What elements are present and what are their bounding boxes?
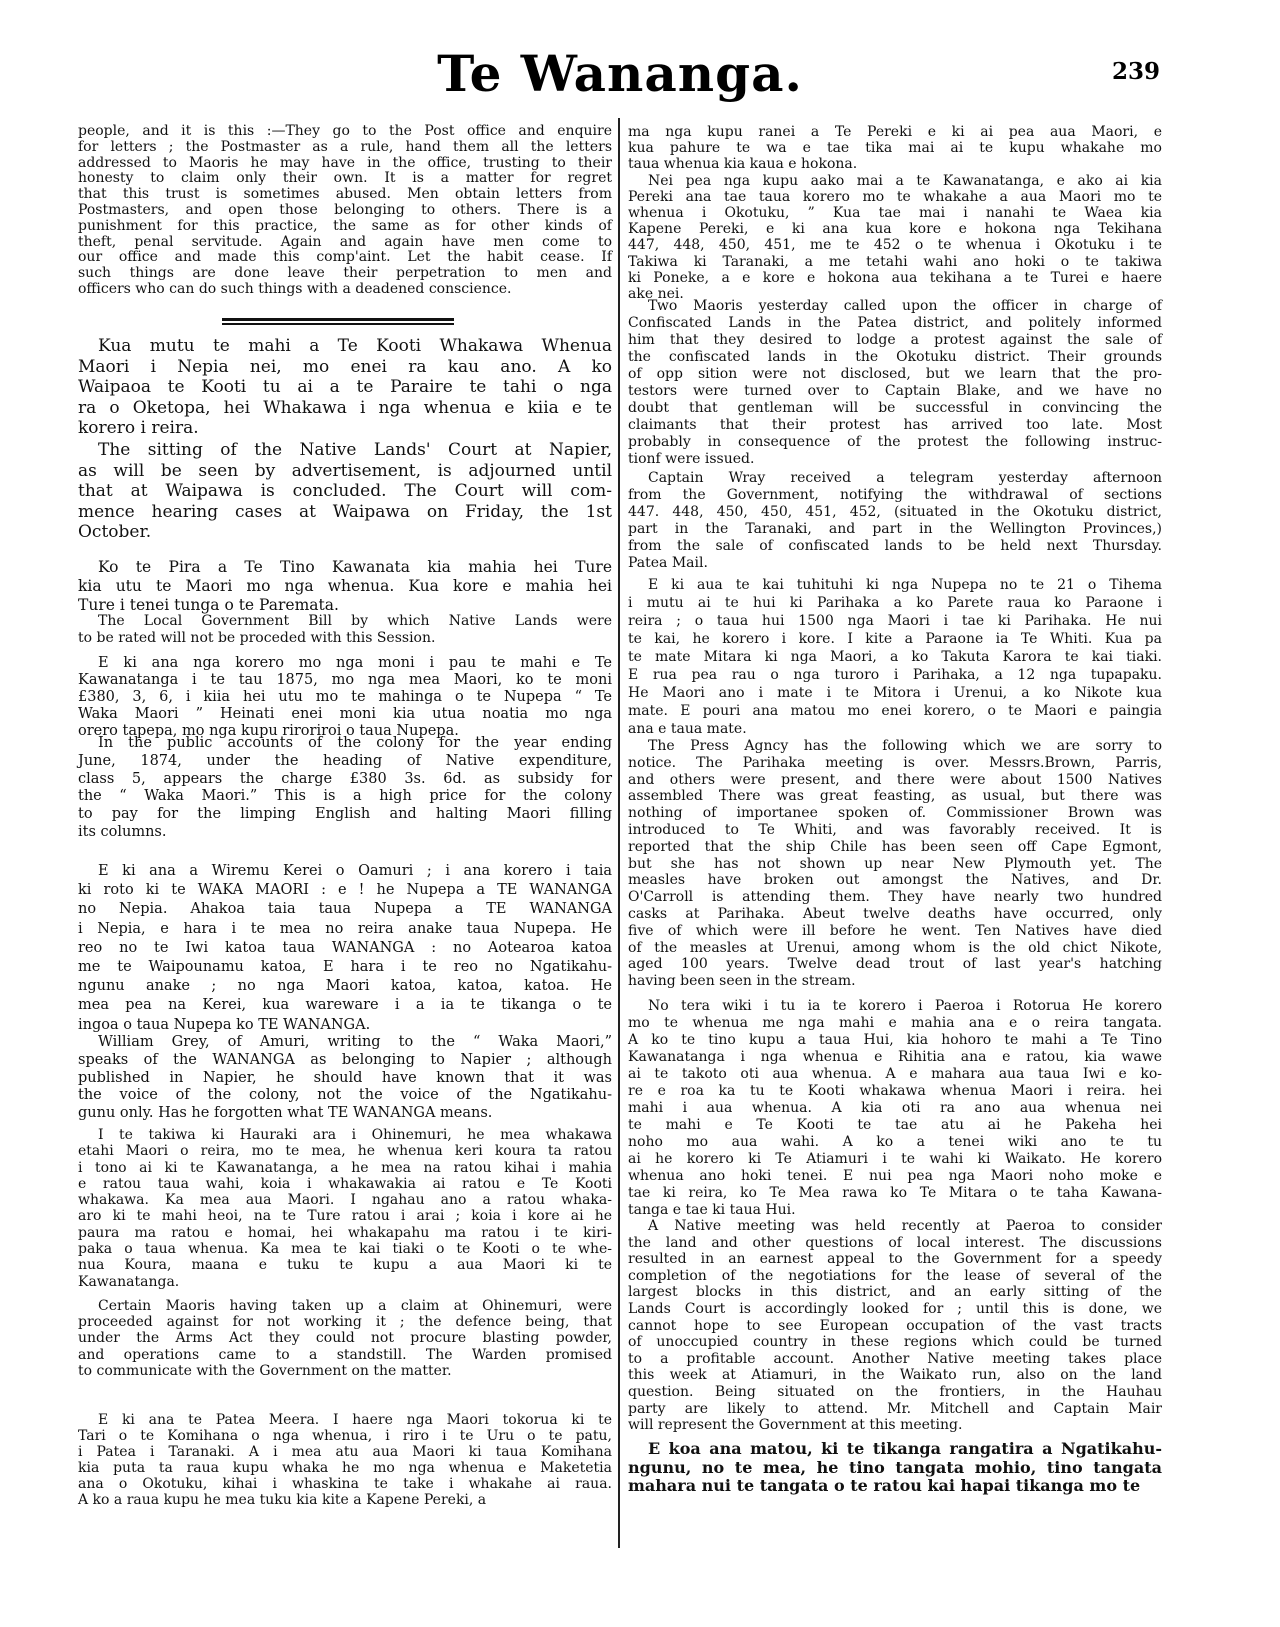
article-paragraph xyxy=(78,558,612,615)
article-paragraph xyxy=(628,298,1162,468)
text-line: A ko a raua kupu he mea tuku kia kite a Kapene Pereki, a xyxy=(78,1492,487,1508)
text-line: that at Waipawa is concluded. The Court will com- xyxy=(78,481,612,502)
text-line: £380, 3, 6, i kiia hei utu mo te mahinga o te Nupepa “ Te xyxy=(78,689,612,705)
text-line: E ki ana te Patea Meera. I haere nga Maori tokorua ki te xyxy=(98,1412,612,1428)
text-line: notice. The Parihaka meeting is over. Messrs.Brown, Parris, xyxy=(628,754,1162,771)
text-line: Certain Maoris having taken up a claim at Ohinemuri, were xyxy=(98,1298,612,1314)
text-line: ana e taua mate. xyxy=(628,721,747,737)
text-line: The Press Agncy has the following which we are sorry to xyxy=(648,738,1162,754)
text-line: i Nepia, e hara i te mea no reira anake taua Nupepa. He xyxy=(78,920,612,937)
text-line: claimants that their protest has arrived too late. Most xyxy=(628,417,1162,433)
article-paragraph xyxy=(628,470,1162,572)
article-paragraph xyxy=(78,1298,612,1379)
text-line: reo no te Iwi katoa taua WANANGA : no Aotearoa katoa xyxy=(78,939,612,956)
text-line: Waka Maori ” Heinati enei moni kia utua noatia mo nga xyxy=(78,706,612,722)
text-line: question. Being situated on the frontiers, in the Hauhau xyxy=(628,1383,1162,1400)
text-line: A ko te tino kupu a taua Hui, kia hohoro te mahi a Te Tino xyxy=(628,1032,1162,1048)
text-line: taua whenua kia kaua e hokona. xyxy=(628,156,858,173)
article-paragraph xyxy=(78,862,612,1035)
article-paragraph xyxy=(78,1412,612,1508)
text-line: ma nga kupu ranei a Te Pereki e ki ai pea aua Maori, e xyxy=(628,124,1162,140)
text-line: Ko te Pira a Te Tino Kawanata kia mahia hei Ture xyxy=(98,558,612,576)
text-line: addressed to Maoris he may have in the office, trusting to their xyxy=(78,154,612,171)
text-line: tionf were issued. xyxy=(628,451,755,467)
text-line: Kua mutu te mahi a Te Kooti Whakawa Whenua xyxy=(98,336,612,356)
article-paragraph xyxy=(78,336,612,439)
text-line: Lands Court is accordingly looked for ; until this is done, we xyxy=(628,1300,1162,1317)
text-line: ngunu anake ; no nga Maori katoa, katoa, katoa. He xyxy=(78,978,612,995)
text-line: party are likely to attend. Mr. Mitchell and Captain Mair xyxy=(628,1400,1162,1417)
text-line: ki roto ki te WAKA MAORI : e ! he Nupepa a TE WANANGA xyxy=(78,882,612,899)
article-paragraph xyxy=(78,124,612,298)
text-line: ki Poneke, a e kore e hokona aua tekihana a te Turei e haere xyxy=(628,269,1162,286)
text-line: In the public accounts of the colony for the year ending xyxy=(98,735,612,751)
text-line: June, 1874, under the heading of Native expenditure, xyxy=(78,752,612,769)
text-line: officers who can do such things with a deadened conscience. xyxy=(78,280,512,297)
text-line: Takiwa ki Taranaki, a me tetahi wahi ano hoki o te takiwa xyxy=(628,253,1162,270)
article-paragraph xyxy=(78,655,612,740)
text-line: ingoa o taua Nupepa ko TE WANANGA. xyxy=(78,1016,371,1033)
column-divider xyxy=(618,118,620,1548)
text-line: the voice of the colony, not the voice of the Ngatikahu- xyxy=(78,1087,612,1104)
text-line: whakawa. Ka mea aua Maori. I ngahau ano a ratou whaka- xyxy=(78,1192,612,1209)
text-line: ake nei. xyxy=(628,285,684,302)
text-line: but she has not shown up near New Plymouth yet. The xyxy=(628,855,1162,872)
text-line: me te Waipounamu katoa, E hara i te reo no Ngatikahu- xyxy=(78,958,612,975)
text-line: honesty to claim only their own. It is a matter for regret xyxy=(78,170,612,187)
text-line: William Grey, of Amuri, writing to the “ Waka Maori,” xyxy=(98,1034,612,1050)
text-line: of unoccupied country in these regions which could be turned xyxy=(628,1334,1162,1351)
text-line: speaks of the WANANGA as belonging to Napier ; although xyxy=(78,1051,612,1068)
text-line: e ratou taua wahi, koia i whakawakia ai ratou e Te Kooti xyxy=(78,1175,612,1192)
text-line: for letters ; the Postmaster as a rule, hand them all the letters xyxy=(78,138,612,155)
text-line: Kapene Pereki, e ki ana kua kore e hokona nga Tekihana xyxy=(628,221,1162,238)
article-paragraph xyxy=(628,124,1162,173)
article-paragraph xyxy=(78,613,612,647)
text-line: noho mo aua wahi. A ko a tenei wiki ano te tu xyxy=(628,1134,1162,1150)
text-line: to pay for the limping English and halting Maori filling xyxy=(78,806,612,823)
text-line: testors were turned over to Captain Blake, and we have no xyxy=(628,383,1162,399)
text-line: and others were present, and there were about 1500 Natives xyxy=(628,771,1162,788)
text-line: nothing of importanee spoken of. Commissioner Brown was xyxy=(628,805,1162,822)
text-line: The sitting of the Native Lands' Court at Napier, xyxy=(98,440,612,460)
text-line: i mutu ai te hui ki Parihaka a ko Parete raua ko Paraone i xyxy=(628,595,1162,611)
text-line: Maori i Nepia nei, mo enei ra kau ano. A ko xyxy=(78,356,612,377)
text-line: such things are done leave their perpetration to men and xyxy=(78,265,612,282)
text-line: Confiscated Lands in the Patea district, and politely informed xyxy=(628,315,1162,331)
text-line: tae ki reira, ko Te Mea rawa ko Te Mitara o te taha Kawana- xyxy=(628,1185,1162,1201)
text-line: ra o Oketopa, hei Whakawa i nga whenua e kiia e te xyxy=(78,397,612,418)
article-paragraph xyxy=(628,576,1162,738)
text-line: orero tapepa, mo nga kupu riroriroi o taua Nupepa. xyxy=(78,723,459,739)
text-line: re e roa ka tu te Kooti whakawa whenua Maori i reira. hei xyxy=(628,1083,1162,1099)
text-line: measles have broken out amongst the Natives, and Dr. xyxy=(628,872,1162,889)
text-line: theft, penal servitude. Again and again have men come to xyxy=(78,233,612,250)
text-line: the confiscated lands in the Okotuku district. Their grounds xyxy=(628,349,1162,365)
text-line: introduced to Te Whiti, and was favorably received. It is xyxy=(628,821,1162,838)
text-line: part in the Taranaki, and part in the Wellington Provinces,) xyxy=(628,521,1162,537)
text-line: probably in consequence of the protest the following instruc- xyxy=(628,434,1162,450)
text-line: whenua i Okotuku, ” Kua tae mai i nanahi te Waea kia xyxy=(628,204,1162,221)
text-line: E rua pea rau o nga turoro i Parihaka, a 12 nga tupapaku. xyxy=(628,667,1162,683)
text-line: aro ki te mahi heoi, na te Ture ratou i arai ; koia i kore ai he xyxy=(78,1208,612,1225)
text-line: 447. 448, 450, 450, 451, 452, (situated in the Okotuku district, xyxy=(628,504,1162,520)
article-paragraph xyxy=(78,1127,612,1290)
text-line: to communicate with the Government on the matter. xyxy=(78,1362,452,1379)
text-line: mo te whenua me nga mahi e mahia ana e o reira tangata. xyxy=(628,1015,1162,1031)
text-line: Captain Wray received a telegram yesterday afternoon xyxy=(648,470,1162,486)
article-paragraph xyxy=(628,173,1162,303)
text-line: this week at Atiamuri, in the Waikato run, also on the land xyxy=(628,1367,1162,1384)
text-line: ngunu, no te mea, he tino tangata mohio, tino tangata xyxy=(628,1457,1162,1477)
text-line: published in Napier, he should have known that it was xyxy=(78,1069,612,1086)
text-line: reported that the ship Chile has been seen off Cape Egmont, xyxy=(628,838,1162,855)
text-line: The Local Government Bill by which Native Lands were xyxy=(98,613,612,629)
text-line: from the Government, notifying the withdrawal of sections xyxy=(628,487,1162,503)
text-line: I te takiwa ki Hauraki ara i Ohinemuri, he mea whakawa xyxy=(98,1127,612,1143)
text-line: under the Arms Act they could not procure blasting powder, xyxy=(78,1330,612,1347)
text-line: te mate Mitara ki nga Maori, a ko Takuta Karora te kai tiaki. xyxy=(628,649,1162,665)
text-line: mate. E pouri ana matou mo enei korero, o te Maori e paingia xyxy=(628,703,1162,719)
text-line: E ki ana a Wiremu Kerei o Oamuri ; i ana korero i taia xyxy=(98,863,612,879)
text-line: from the sale of confiscated lands to be held next Thursday. xyxy=(628,538,1162,554)
text-line: Kawanatanga i nga whenua e Rihitia ana e ratou, kia wawe xyxy=(628,1049,1162,1065)
text-line: Ture i tenei tunga o te Paremata. xyxy=(78,596,339,614)
article-paragraph xyxy=(628,738,1162,990)
article-paragraph xyxy=(628,1440,1162,1496)
text-line: mahara nui te tangata o te ratou kai hapai tikanga mo te xyxy=(628,1476,1141,1495)
text-line: i tono ai ki te Kawanatanga, a he mea na ratou kihai i mahia xyxy=(78,1159,612,1176)
text-line: tanga e tae ki taua Hui. xyxy=(628,1202,796,1218)
text-line: people, and it is this :—They go to the Post office and enquire xyxy=(78,123,612,139)
text-line: whenua ano hoki tenei. E nui pea nga Maori noho moke e xyxy=(628,1168,1162,1184)
text-line: etahi Maori o reira, mo te mea, he whenua keri koura ta ratou xyxy=(78,1143,612,1160)
text-line: cannot hope to see European occupation of the vast tracts xyxy=(628,1317,1162,1334)
text-line: Nei pea nga kupu aako mai a te Kawanatanga, e ako ai kia xyxy=(648,172,1162,189)
text-line: kia puta ta raua kupu whaka he mo nga whenua e Maketetia xyxy=(78,1460,612,1476)
text-line: having been seen in the stream. xyxy=(628,973,856,990)
text-line: to be rated will not be proceded with this Session. xyxy=(78,630,436,646)
text-line: our office and made this comp'aint. Let the habit cease. If xyxy=(78,249,612,266)
text-line: largest blocks in this district, and an early sitting of the xyxy=(628,1284,1162,1301)
text-line: will represent the Government at this meeting. xyxy=(628,1417,963,1434)
text-line: E ki ana nga korero mo nga moni i pau te mahi e Te xyxy=(98,655,612,671)
text-line: him that they desired to lodge a protest against the sale of xyxy=(628,332,1162,348)
text-line: the land and other questions of local interest. The discussions xyxy=(628,1234,1162,1251)
text-line: Two Maoris yesterday called upon the officer in charge of xyxy=(648,298,1162,314)
text-line: kia utu te Maori mo nga whenua. Kua kore e mahia hei xyxy=(78,577,612,595)
article-paragraph xyxy=(78,440,612,543)
text-line: ana o Okotuku, kihai i whaskina te take i whakahe ai raua. xyxy=(78,1476,612,1492)
text-line: resulted in an earnest appeal to the Government for a speedy xyxy=(628,1251,1162,1268)
text-line: October. xyxy=(78,522,152,543)
text-line: O'Carroll is attending them. They have nearly two hundred xyxy=(628,889,1162,906)
text-line: as will be seen by advertisement, is adjourned until xyxy=(78,460,612,481)
text-line: te mahi e Te Kooti te tae atu ai he Pakeha hei xyxy=(628,1117,1162,1133)
text-line: ai he korero ki Te Atiamuri i te wahi ki Waikato. He korero xyxy=(628,1151,1162,1167)
text-line: the “ Waka Maori.” This is a high price for the colony xyxy=(78,788,612,805)
text-line: A Native meeting was held recently at Paeroa to consider xyxy=(648,1218,1162,1234)
text-line: aged 100 years. Twelve dead trout of last year's hatching xyxy=(628,956,1162,973)
article-paragraph xyxy=(628,998,1162,1219)
text-line: punishment for this practice, the same as for other kinds of xyxy=(78,217,612,234)
text-line: Postmasters, and open those belonging to others. There is a xyxy=(78,201,612,218)
text-line: He Maori ano i mate i te Mitora i Urenui, a ko Nikote kua xyxy=(628,685,1162,701)
text-line: completion of the negotiations for the lease of several of the xyxy=(628,1267,1162,1284)
newspaper-title: Te Wananga. xyxy=(437,44,803,103)
text-line: of the measles at Urenui, among whom is the old chict Nikote, xyxy=(628,939,1162,956)
text-line: E koa ana matou, ki te tikanga rangatira a Ngatikahu- xyxy=(648,1439,1162,1458)
text-line: paka o taua whenua. Ka mea te kai tiaki o te Kooti o te whe- xyxy=(78,1241,612,1258)
text-line: Patea Mail. xyxy=(628,555,708,571)
text-line: kua pahure te wa e tae tika mai ai te kupu whakahe mo xyxy=(628,140,1162,157)
article-paragraph xyxy=(78,735,612,842)
article-paragraph xyxy=(78,1034,612,1123)
text-line: that this trust is sometimes abused. Men obtain letters from xyxy=(78,186,612,203)
text-line: No tera wiki i tu ia te korero i Paeroa i Rotorua He korero xyxy=(648,998,1162,1014)
page-number: 239 xyxy=(1112,58,1161,85)
text-line: Kawanatanga. xyxy=(78,1273,180,1290)
text-line: i Patea i Taranaki. A i mea atu aua Maori ki taua Komihana xyxy=(78,1444,612,1460)
text-line: proceeded against for not working it ; the defence being, that xyxy=(78,1314,612,1331)
text-line: E ki aua te kai tuhituhi ki nga Nupepa no te 21 o Tihema xyxy=(648,577,1162,593)
section-rule xyxy=(222,318,454,325)
text-line: and operations came to a standstill. The Warden promised xyxy=(78,1346,612,1363)
text-line: te kai, he korero i kore. I kite a Paraone ia Te Whiti. Kua pa xyxy=(628,631,1162,647)
text-line: mence hearing cases at Waipawa on Friday, the 1st xyxy=(78,501,612,522)
text-line: nua Koura, maana e tuku te kupu a aua Maori ki te xyxy=(78,1257,612,1274)
text-line: its columns. xyxy=(78,823,167,840)
text-line: doubt that gentleman will be successful in convincing the xyxy=(628,400,1162,416)
text-line: to a profitable account. Another Native meeting takes place xyxy=(628,1350,1162,1367)
text-line: gunu only. Has he forgotten what TE WANANGA means. xyxy=(78,1105,493,1122)
text-line: Kawanatanga i te tau 1875, mo nga mea Maori, ko te moni xyxy=(78,672,612,688)
text-line: Pereki ana tae taua korero mo te whakahe a aua Maori mo te xyxy=(628,188,1162,205)
text-line: class 5, appears the charge £380 3s. 6d. as subsidy for xyxy=(78,770,612,787)
text-line: of opp sition were not disclosed, but we learn that the pro- xyxy=(628,366,1162,382)
text-line: Tari o te Komihana o nga whenua, i riro i te Uru o te patu, xyxy=(78,1428,612,1444)
text-line: paura ma ratou e homai, hei whakapahu ma ratou i te kiri- xyxy=(78,1224,612,1241)
text-line: reira ; o taua hui 1500 nga Maori i tae ki Parihaka. He nui xyxy=(628,613,1162,629)
text-line: korero i reira. xyxy=(78,418,199,439)
text-line: ai te takoto oti aua whenua. A e mahara aua taua Iwi e ko- xyxy=(628,1066,1162,1082)
text-line: casks at Parihaka. Abeut twelve deaths have occurred, only xyxy=(628,905,1162,922)
text-line: assembled There was great feasting, as usual, but there was xyxy=(628,788,1162,805)
text-line: mea pea na Kerei, kua wareware i a ia te tikanga o te xyxy=(78,997,612,1014)
article-paragraph xyxy=(628,1218,1162,1434)
text-line: five of which were ill before he went. Ten Natives have died xyxy=(628,922,1162,939)
text-line: Waipaoa te Kooti tu ai a te Paraire te tahi o nga xyxy=(78,377,612,398)
text-line: no Nepia. Ahakoa taia taua Nupepa a TE WANANGA xyxy=(78,901,612,918)
text-line: 447, 448, 450, 451, me te 452 o te whenua i Okotuku i te xyxy=(628,237,1162,254)
text-line: mahi i aua whenua. A kia oti ra ano aua whenua nei xyxy=(628,1100,1162,1116)
